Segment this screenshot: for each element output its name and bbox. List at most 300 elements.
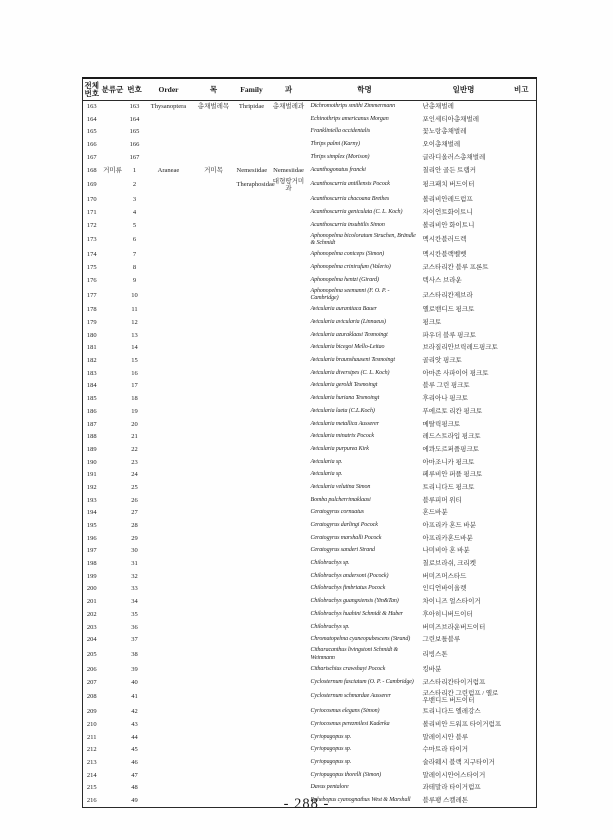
table-cell: 188: [86, 433, 97, 441]
table-cell: 2: [132, 181, 137, 189]
table-cell: 킹바분: [422, 665, 442, 673]
table-cell: [269, 304, 309, 317]
table-cell: [269, 744, 309, 757]
table-row: [83, 756, 537, 769]
table-cell: [507, 126, 537, 139]
table-cell: 183: [86, 369, 97, 377]
table-cell: [145, 676, 193, 689]
table-cell: [101, 304, 125, 317]
table-row: [83, 139, 537, 152]
table-cell: 9: [132, 276, 137, 284]
table-cell: [269, 608, 309, 621]
table-cell: [101, 261, 125, 274]
table-cell: [101, 519, 125, 532]
table-row: [83, 274, 537, 287]
table-cell: 46: [131, 759, 138, 767]
table-cell: Avicularia bicegoi Mello-Leitao: [310, 344, 385, 351]
table-cell: [101, 431, 125, 444]
table-cell: [235, 532, 269, 545]
table-cell: [507, 219, 537, 232]
table-cell: [507, 769, 537, 782]
table-cell: [193, 469, 235, 482]
table-cell: [269, 316, 309, 329]
table-cell: 파우더 블루 핑크토: [422, 331, 476, 339]
table-cell: [193, 287, 235, 304]
table-row: [83, 329, 537, 342]
table-cell: [269, 219, 309, 232]
table-row: [83, 507, 537, 520]
table-cell: Cyriopagopus thorelli (Simon): [310, 771, 382, 778]
table-cell: [269, 139, 309, 152]
table-cell: [193, 782, 235, 795]
table-cell: [101, 756, 125, 769]
column-header-5: Family: [235, 78, 269, 101]
table-cell: [235, 405, 269, 418]
table-cell: [235, 219, 269, 232]
table-row: [83, 634, 537, 647]
table-cell: [507, 782, 537, 795]
table-row: [83, 596, 537, 609]
table-cell: Araneae: [157, 166, 180, 174]
table-cell: [193, 380, 235, 393]
table-cell: [235, 621, 269, 634]
table-cell: [145, 443, 193, 456]
table-cell: [235, 126, 269, 139]
table-cell: 6: [132, 236, 137, 244]
table-cell: [101, 342, 125, 355]
table-cell: 171: [86, 208, 97, 216]
table-cell: Avicularia metallica Ausserer: [310, 420, 379, 427]
table-cell: 아프리카 혼드 바분: [422, 522, 476, 530]
table-cell: 182: [86, 357, 97, 365]
table-cell: [193, 545, 235, 558]
table-row: [83, 342, 537, 355]
table-cell: [101, 769, 125, 782]
table-cell: 트리니다드 엘레강스: [422, 708, 481, 716]
table-cell: [507, 676, 537, 689]
table-cell: [101, 481, 125, 494]
table-cell: [101, 249, 125, 262]
table-cell: [101, 151, 125, 164]
table-cell: [507, 469, 537, 482]
table-cell: Thrips simplex (Morison): [310, 153, 370, 160]
table-cell: 178: [86, 306, 97, 314]
table-cell: 13: [131, 331, 138, 339]
table-cell: [145, 558, 193, 571]
table-cell: [145, 718, 193, 731]
table-cell: [269, 287, 309, 304]
table-cell: [269, 782, 309, 795]
table-cell: 169: [86, 181, 97, 189]
table-cell: [507, 329, 537, 342]
table-cell: [507, 393, 537, 406]
table-cell: [507, 342, 537, 355]
table-cell: [269, 367, 309, 380]
table-cell: Thysanoptera: [150, 103, 187, 111]
table-cell: [145, 583, 193, 596]
table-row: [83, 431, 537, 444]
table-cell: 코스타리칸 블루 프론트: [422, 263, 489, 271]
species-table: [82, 77, 537, 808]
table-cell: [101, 646, 125, 663]
column-header-7: 학명: [309, 78, 421, 101]
table-cell: [101, 731, 125, 744]
table-cell: [145, 689, 193, 706]
table-cell: Avicularia huriana Tesmoingt: [310, 395, 380, 402]
table-cell: [507, 431, 537, 444]
table-cell: 핑크토: [422, 319, 442, 327]
table-cell: [193, 405, 235, 418]
table-cell: [235, 718, 269, 731]
table-cell: [145, 126, 193, 139]
table-cell: 28: [131, 522, 138, 530]
table-cell: [145, 507, 193, 520]
table-cell: [101, 380, 125, 393]
table-cell: 자이언트화이트니: [422, 208, 473, 216]
table-cell: 아프리카혼드바분: [422, 534, 473, 542]
table-cell: [145, 782, 193, 795]
table-cell: [269, 194, 309, 207]
table-cell: [193, 646, 235, 663]
table-cell: 아마존 사파이어 핑크토: [422, 369, 489, 377]
table-cell: 블루팽 스켈레톤: [422, 796, 469, 804]
table-cell: [193, 744, 235, 757]
table-row: [83, 481, 537, 494]
table-cell: 볼리비안 드워프 타이거럼프: [422, 720, 502, 728]
table-cell: [269, 545, 309, 558]
table-cell: 30: [131, 547, 138, 555]
table-cell: Avicularia minatrix Pocock: [310, 433, 374, 440]
table-cell: [269, 583, 309, 596]
table-cell: Chilobrachys sp.: [310, 623, 350, 630]
table-cell: [235, 646, 269, 663]
column-header-9: 비고: [507, 78, 537, 101]
table-cell: [235, 329, 269, 342]
table-cell: [145, 431, 193, 444]
table-cell: 15: [131, 357, 138, 365]
table-cell: 167: [129, 153, 140, 161]
table-cell: [507, 494, 537, 507]
table-cell: Chilobrachys huahini Schmidt & Huber: [310, 610, 403, 617]
table-cell: [507, 232, 537, 249]
table-cell: [193, 718, 235, 731]
table-cell: 핑크패치 버드이터: [422, 181, 475, 189]
table-cell: [193, 583, 235, 596]
table-cell: [507, 274, 537, 287]
table-cell: [193, 706, 235, 719]
table-cell: [145, 151, 193, 164]
table-row: [83, 769, 537, 782]
table-cell: [269, 431, 309, 444]
table-cell: [235, 689, 269, 706]
table-cell: [145, 756, 193, 769]
table-cell: [235, 232, 269, 249]
table-cell: Chromatopelma cyaneopubescens (Strand): [310, 636, 411, 643]
table-cell: 4: [132, 208, 137, 216]
table-cell: Ceratogyrus darlingi Pocock: [310, 522, 378, 529]
table-cell: [269, 113, 309, 126]
table-cell: 후아히니버드이터: [422, 610, 473, 618]
table-cell: 202: [86, 610, 97, 618]
table-cell: 40: [131, 678, 138, 686]
table-row: [83, 456, 537, 469]
table-cell: [235, 456, 269, 469]
table-cell: [145, 139, 193, 152]
table-cell: 27: [131, 509, 138, 517]
table-cell: [193, 418, 235, 431]
table-cell: [101, 139, 125, 152]
table-cell: Ceratogyrus cornuatus: [310, 509, 364, 516]
table-cell: Dichromothrips smithi Zimmermann: [310, 103, 396, 110]
table-cell: 214: [86, 771, 97, 779]
table-row: [83, 316, 537, 329]
table-cell: [145, 570, 193, 583]
table-cell: [269, 405, 309, 418]
table-cell: [101, 206, 125, 219]
table-row: [83, 744, 537, 757]
table-cell: Avicularia azuraklaasi Tesmoingt: [310, 331, 388, 338]
table-cell: 21: [131, 433, 138, 441]
table-cell: 32: [131, 572, 138, 580]
table-cell: Ceratogyrus marshalli Pocock: [310, 534, 382, 541]
table-cell: [101, 596, 125, 609]
table-cell: [507, 316, 537, 329]
table-cell: [193, 532, 235, 545]
table-cell: 후리아나 핑크토: [422, 395, 469, 403]
table-cell: [101, 621, 125, 634]
table-cell: 텍사스 브라운: [422, 276, 462, 284]
table-cell: 푸에르토 리칸 핑크토: [422, 407, 483, 415]
table-cell: 코스타리칸 그린럼프 / 옐로우밴디드 버드이터: [422, 689, 499, 705]
table-cell: [145, 342, 193, 355]
table-cell: [507, 756, 537, 769]
table-cell: [193, 769, 235, 782]
table-cell: Chilobrachys andersoni (Pocock): [310, 572, 389, 579]
table-cell: [235, 706, 269, 719]
table-cell: 에콰도르퍼플핑크토: [422, 445, 480, 453]
table-cell: [235, 355, 269, 368]
table-cell: [101, 405, 125, 418]
table-cell: 191: [86, 471, 97, 479]
table-cell: [269, 769, 309, 782]
table-cell: [269, 570, 309, 583]
table-cell: [193, 232, 235, 249]
table-cell: [235, 663, 269, 676]
table-cell: Avicularia sp.: [310, 471, 343, 478]
table-cell: [193, 608, 235, 621]
table-cell: Aphonopelma hentzi (Girard): [310, 276, 379, 283]
table-cell: 192: [86, 483, 97, 491]
table-cell: [145, 405, 193, 418]
table-cell: [269, 689, 309, 706]
table-cell: [507, 596, 537, 609]
table-cell: 176: [86, 276, 97, 284]
table-cell: Avicularia diversipes (C. L. Koch): [310, 369, 390, 376]
table-cell: [145, 316, 193, 329]
table-cell: 189: [86, 445, 97, 453]
table-row: [83, 782, 537, 795]
table-cell: 그린보틀블루: [422, 636, 461, 644]
table-cell: [145, 304, 193, 317]
table-cell: 164: [86, 115, 97, 123]
table-cell: Citharacanthus livingstoni Schmidt & Weinmann: [310, 647, 399, 661]
table-cell: 180: [86, 331, 97, 339]
table-cell: [101, 177, 125, 194]
table-cell: [101, 558, 125, 571]
table-cell: [101, 113, 125, 126]
table-cell: 198: [86, 560, 97, 568]
table-cell: [269, 274, 309, 287]
table-cell: [145, 731, 193, 744]
table-cell: [101, 718, 125, 731]
table-cell: 197: [86, 547, 97, 555]
table-cell: Acanthoscurria insubtilis Simon: [310, 221, 385, 228]
table-cell: 199: [86, 572, 97, 580]
table-cell: [269, 456, 309, 469]
table-cell: 골리앗 핑크토: [422, 357, 462, 365]
table-cell: 대형땅거미과: [272, 177, 305, 193]
table-cell: [507, 718, 537, 731]
table-cell: 174: [86, 251, 97, 259]
table-cell: [145, 481, 193, 494]
table-cell: 44: [131, 733, 138, 741]
table-cell: [269, 634, 309, 647]
table-cell: 칠리안 골든 트랩커: [422, 166, 476, 174]
table-cell: [101, 706, 125, 719]
table-cell: [269, 481, 309, 494]
table-cell: [145, 177, 193, 194]
table-cell: 210: [86, 720, 97, 728]
table-cell: Avicularia laeta (C.L.Koch): [310, 407, 375, 414]
table-cell: [193, 663, 235, 676]
table-cell: 옐로밴디드 핑크토: [422, 306, 475, 314]
table-row: [83, 646, 537, 663]
table-cell: [269, 706, 309, 719]
table-cell: [507, 367, 537, 380]
table-row: [83, 367, 537, 380]
table-row: [83, 151, 537, 164]
table-cell: 168: [86, 166, 97, 174]
table-cell: 24: [131, 471, 138, 479]
table-cell: Nemesiidae: [236, 166, 268, 174]
table-cell: [269, 494, 309, 507]
table-cell: 블루 그린 핑크토: [422, 382, 470, 390]
table-cell: [193, 304, 235, 317]
table-cell: [235, 418, 269, 431]
column-header-8: 일반명: [421, 78, 507, 101]
table-cell: [145, 219, 193, 232]
table-cell: [145, 608, 193, 621]
table-cell: [145, 380, 193, 393]
table-cell: [145, 519, 193, 532]
table-cell: Aphonopelma bicoloratum Struchen, Brändle & Schmidt: [310, 232, 416, 247]
table-row: [83, 676, 537, 689]
table-cell: [145, 249, 193, 262]
table-cell: [193, 621, 235, 634]
table-cell: [101, 608, 125, 621]
table-cell: 버미즈머스타드: [422, 572, 467, 580]
table-cell: [269, 393, 309, 406]
table-cell: 165: [129, 128, 140, 136]
table-cell: 173: [86, 236, 97, 244]
table-cell: Avicularia geroldi Tesmoingt: [310, 382, 378, 389]
table-cell: [145, 194, 193, 207]
table-cell: [269, 519, 309, 532]
table-cell: [507, 570, 537, 583]
table-cell: [101, 507, 125, 520]
table-cell: 5: [132, 221, 137, 229]
table-cell: 213: [86, 759, 97, 767]
column-header-4: 목: [193, 78, 235, 101]
table-cell: Davus pentalore: [310, 784, 349, 791]
table-cell: [507, 532, 537, 545]
table-cell: [235, 634, 269, 647]
table-cell: [507, 177, 537, 194]
table-cell: 25: [131, 483, 138, 491]
table-cell: [193, 126, 235, 139]
table-cell: [235, 676, 269, 689]
table-row: [83, 706, 537, 719]
table-cell: [507, 646, 537, 663]
table-cell: [145, 706, 193, 719]
table-cell: [235, 558, 269, 571]
table-cell: [235, 744, 269, 757]
table-row: [83, 126, 537, 139]
table-cell: [507, 481, 537, 494]
table-cell: [235, 139, 269, 152]
table-cell: [235, 274, 269, 287]
table-cell: [235, 367, 269, 380]
table-cell: 레드스트라입 핑크토: [422, 433, 481, 441]
table-cell: 177: [86, 291, 97, 299]
table-cell: [193, 316, 235, 329]
table-cell: [193, 756, 235, 769]
table-cell: [145, 646, 193, 663]
table-cell: 194: [86, 509, 97, 517]
table-cell: Nemesiidae: [273, 166, 304, 174]
table-cell: 185: [86, 395, 97, 403]
table-row: [83, 532, 537, 545]
table-cell: [235, 443, 269, 456]
table-cell: 186: [86, 407, 97, 415]
table-cell: 18: [131, 395, 138, 403]
table-cell: 난총채벌레: [422, 103, 454, 111]
table-cell: [101, 287, 125, 304]
table-cell: 163: [86, 103, 97, 111]
table-cell: Citharischius crawshayi Pocock: [310, 665, 386, 672]
table-cell: Avicularia avicularia (Linnaeus): [310, 319, 386, 326]
table-cell: [507, 304, 537, 317]
table-cell: 1: [132, 166, 137, 174]
table-cell: [507, 519, 537, 532]
table-row: [83, 232, 537, 249]
table-row: [83, 469, 537, 482]
table-cell: [101, 443, 125, 456]
table-cell: [145, 456, 193, 469]
table-cell: [193, 329, 235, 342]
table-cell: [101, 469, 125, 482]
table-row: [83, 355, 537, 368]
table-cell: Chilobrachys fimbriatus Pocock: [310, 585, 386, 592]
table-cell: 버미즈브라운버드이터: [422, 623, 486, 631]
table-cell: [193, 177, 235, 194]
table-cell: [193, 481, 235, 494]
table-cell: [101, 316, 125, 329]
table-cell: [235, 469, 269, 482]
table-cell: [193, 456, 235, 469]
table-row: [83, 287, 537, 304]
table-row: [83, 405, 537, 418]
